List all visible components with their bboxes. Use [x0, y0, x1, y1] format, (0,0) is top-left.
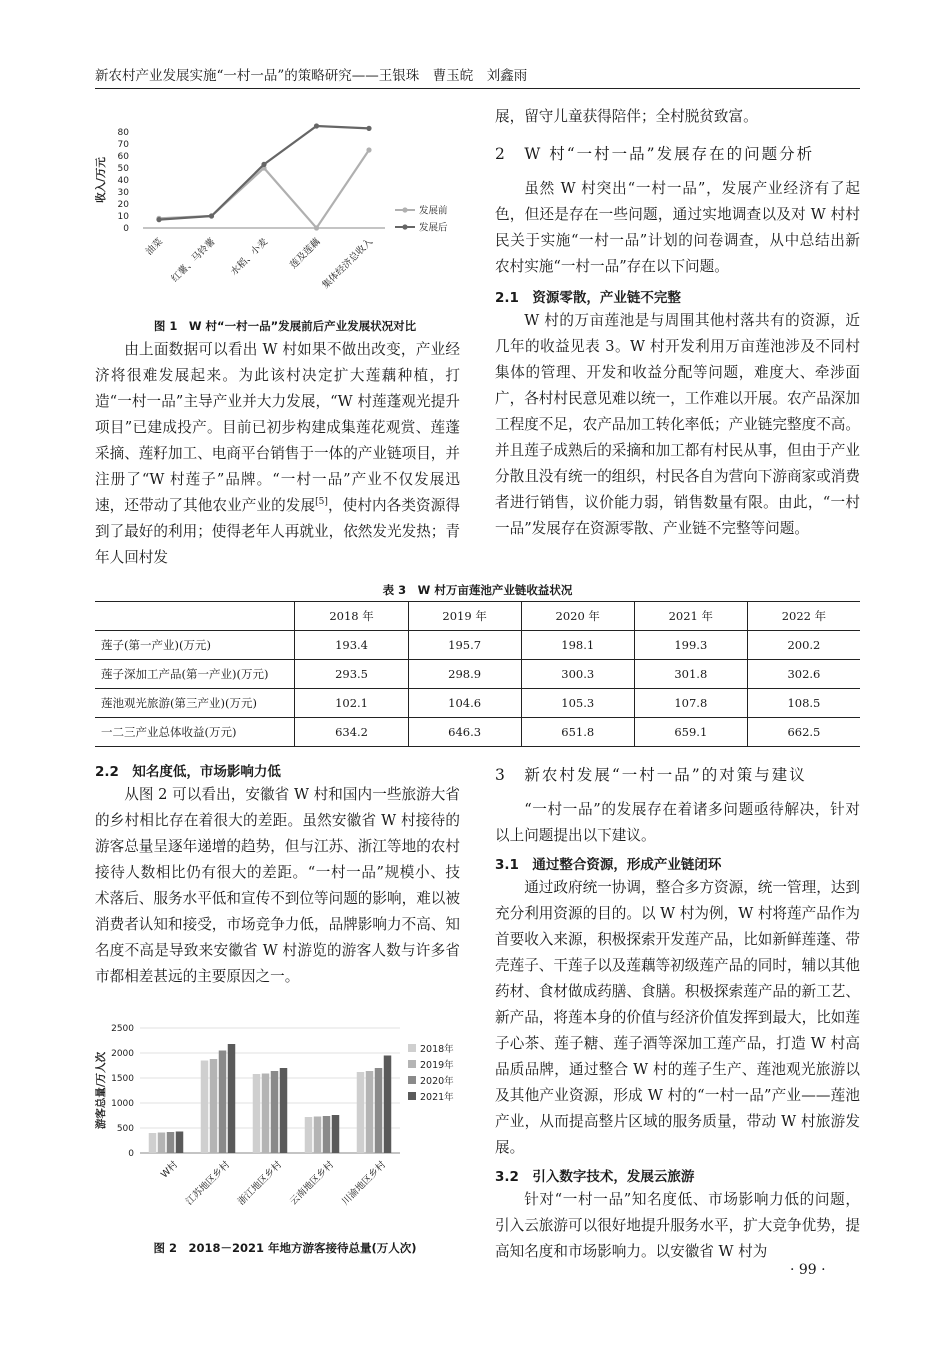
legend-marker	[402, 224, 407, 229]
y-tick-label: 80	[117, 128, 129, 138]
y-tick-label: 60	[117, 152, 129, 162]
y-tick-label: 1000	[111, 1099, 134, 1109]
bar	[323, 1116, 331, 1153]
series-1-point	[314, 225, 319, 230]
fig2-chart	[95, 1020, 475, 1230]
section-3-2-paragraph: 针对“一村一品”知名度低、市场影响力低的问题，引入云旅游可以很好地提升服务水平，扩大竞争优势，提高知名度和市场影响力。以安徽省 W 村为	[495, 1191, 860, 1260]
series-line-2	[159, 126, 369, 220]
table-cell: 108.5	[747, 689, 860, 718]
x-tick-label: 莲及莲藕	[287, 236, 323, 272]
bar	[280, 1068, 288, 1153]
table-cell: 200.2	[747, 631, 860, 660]
bar	[357, 1072, 365, 1153]
table-cell: 莲子(第一产业)(万元)	[95, 631, 295, 660]
section-3-paragraph: “一村一品”的发展存在着诸多问题亟待解决，针对以上问题提出以下建议。	[495, 801, 860, 844]
table-cell: 107.8	[634, 689, 747, 718]
bar	[375, 1068, 383, 1153]
table-cell: 301.8	[634, 660, 747, 689]
table-cell: 646.3	[408, 718, 521, 747]
legend-label: 2019年	[420, 1060, 454, 1071]
table-header-cell: 2022 年	[747, 602, 860, 631]
table-row	[95, 718, 860, 747]
table-cell: 104.6	[408, 689, 521, 718]
section-2-2-heading: 2.2 知名度低，市场影响力低	[95, 764, 281, 780]
legend-label: 发展后	[419, 222, 448, 234]
table-cell: 293.5	[295, 660, 408, 689]
series-2-point	[261, 162, 266, 167]
x-tick-label: 浙江地区乡村	[236, 1159, 285, 1208]
bar	[332, 1115, 340, 1153]
table-cell: 298.9	[408, 660, 521, 689]
section-3-heading: 3 新农村发展“一村一品”的对策与建议	[495, 766, 807, 784]
bar	[366, 1071, 374, 1153]
table-cell: 300.3	[521, 660, 634, 689]
table-row	[95, 631, 860, 660]
legend-label: 2020年	[420, 1076, 454, 1087]
section-3-1-heading: 3.1 通过整合资源，形成产业链闭环	[495, 857, 722, 873]
y-tick-label: 1500	[111, 1074, 134, 1084]
legend-swatch	[408, 1060, 416, 1068]
y-tick-label: 500	[116, 1124, 134, 1134]
page-number: · 99 ·	[790, 1262, 826, 1278]
figure-2	[95, 1020, 475, 1230]
table-cell: 105.3	[521, 689, 634, 718]
bar	[314, 1117, 322, 1154]
left-paragraph-1	[95, 337, 460, 571]
y-axis-label: 游客总量/万人次	[95, 1051, 107, 1130]
legend-swatch	[408, 1076, 416, 1084]
legend-swatch	[408, 1092, 416, 1100]
table-cell: 莲池观光旅游(第三产业)(万元)	[95, 689, 295, 718]
legend-label: 发展前	[419, 205, 448, 217]
figure-2-caption: 图 2 2018－2021 年地方游客接待总量(万人次)	[153, 1241, 417, 1255]
legend-label: 2018年	[420, 1044, 454, 1055]
table-3	[95, 601, 860, 747]
running-header: 新农村产业发展实施“一村一品”的策略研究——王银珠 曹玉皖 刘鑫雨	[95, 68, 528, 84]
left-column-bottom	[95, 760, 460, 990]
legend-label: 2021年	[420, 1092, 454, 1103]
series-1-point	[366, 147, 371, 152]
table-cell: 198.1	[521, 631, 634, 660]
x-tick-label: W村	[158, 1159, 181, 1181]
y-tick-label: 20	[117, 200, 129, 210]
bar	[219, 1051, 227, 1154]
y-tick-label: 40	[117, 176, 129, 186]
citation-ref: [5]	[315, 497, 328, 508]
table-cell: 195.7	[408, 631, 521, 660]
x-tick-label: 川渝地区乡村	[340, 1159, 389, 1208]
section-3-2-heading: 3.2 引入数字技术，发展云旅游	[495, 1169, 695, 1185]
table-header-cell: 2020 年	[521, 602, 634, 631]
y-tick-label: 2000	[111, 1049, 134, 1059]
x-tick-label: 云南地区乡村	[288, 1159, 337, 1208]
table-row	[95, 660, 860, 689]
bar	[253, 1074, 261, 1153]
paragraph-continuation: 展，留守儿童获得陪伴；全村脱贫致富。	[495, 108, 758, 125]
x-tick-label: 江苏地区乡村	[184, 1159, 233, 1208]
x-tick-label: 油菜	[143, 236, 166, 258]
table-cell: 662.5	[747, 718, 860, 747]
figure-1-caption: 图 1 W 村“一村一品”发展前后产业发展状况对比	[153, 319, 417, 333]
y-tick-label: 0	[123, 224, 129, 234]
bar	[167, 1132, 175, 1153]
table-row	[95, 689, 860, 718]
table-cell: 302.6	[747, 660, 860, 689]
table-cell: 一二三产业总体收益(万元)	[95, 718, 295, 747]
section-2-1-paragraph: W 村的万亩莲池是与周围其他村落共有的资源，近几年的收益见表 3。W 村开发利用万亩莲池涉及不同村集体的管理、开发和收益分配等问题，难度大、牵涉面广，各村村民意见难以统一，工作难以开展。农产品深加工程度不足，农产品加工转化率低；产业链完整度不高。并且莲子成熟后的采摘和加工都有村民从事，但由于产业分散且没有统一的组织，村民各自为营向下游商家或消费者进行销售，议价能力弱，销售数量有限。由此，“一村一品”发展存在资源零散、产业链不完整等问题。	[495, 312, 860, 537]
y-tick-label: 2500	[111, 1024, 134, 1034]
paragraph-text: 由上面数据可以看出 W 村如果不做出改变，产业经济将很难发展起来。为此该村决定扩大莲藕种植，打造“一村一品”主导产业并大力发展，“W 村莲蓬观光提升项目”已建成投产。目前已初步构建成集莲花观赏、莲蓬采摘、莲籽加工、电商平台销售于一体的产业链项目，并注册了“W 村莲子”品牌。“一村一品”产业不仅发展迅速，还带动了其他农业产业的发展	[95, 341, 460, 514]
table-cell: 634.2	[295, 718, 408, 747]
table-cell: 莲子深加工产品(第一产业)(万元)	[95, 660, 295, 689]
bar	[210, 1059, 218, 1153]
bar	[262, 1074, 270, 1154]
table-cell: 102.1	[295, 689, 408, 718]
paragraph	[95, 337, 460, 571]
series-2-point	[156, 217, 161, 222]
table-header-cell: 2021 年	[634, 602, 747, 631]
figure-1	[95, 110, 475, 310]
section-2-1-heading: 2.1 资源零散，产业链不完整	[495, 290, 681, 306]
section-2-paragraph: 虽然 W 村突出“一村一品”，发展产业经济有了起色，但还是存在一些问题，通过实地调查以及对 W 村村民关于实施“一村一品”计划的问卷调查，从中总结出新农村实施“一村一品”存在以下问题。	[495, 180, 860, 275]
bar	[201, 1061, 209, 1154]
bar	[271, 1071, 279, 1153]
table-header-row	[95, 602, 860, 631]
series-2-point	[209, 213, 214, 218]
series-line-1	[159, 150, 369, 228]
bar	[158, 1133, 166, 1154]
series-2-point	[314, 123, 319, 128]
fig1-chart	[95, 110, 475, 310]
bar	[176, 1132, 184, 1154]
bar	[228, 1044, 236, 1153]
table-cell: 659.1	[634, 718, 747, 747]
table-cell: 651.8	[521, 718, 634, 747]
y-axis-label: 收入/万元	[95, 157, 107, 203]
x-tick-label: 水稻、小麦	[228, 236, 271, 278]
bar	[384, 1056, 392, 1154]
legend-swatch	[408, 1044, 416, 1052]
table-cell: 193.4	[295, 631, 408, 660]
legend-marker	[402, 207, 407, 212]
y-tick-label: 10	[117, 212, 129, 222]
bar	[305, 1117, 313, 1153]
y-tick-label: 0	[128, 1149, 134, 1159]
y-tick-label: 30	[117, 188, 129, 198]
y-tick-label: 50	[117, 164, 129, 174]
table-header-cell	[95, 602, 295, 631]
section-3-1-paragraph: 通过政府统一协调，整合多方资源，统一管理，达到充分利用资源的目的。以 W 村为例，W 村将莲产品作为首要收入来源，积极探索开发莲产品，比如新鲜莲蓬、带壳莲子、干莲子以及莲藕等初级莲产品的同时，辅以其他药材、食材做成药膳、食膳。积极探索莲产品的新工艺、新产品，将莲本身的价值与经济价值发挥到最大，比如莲子心茶、莲子糖、莲子酒等深加工莲产品，打造 W 村高品质品牌，通过整合 W 村的莲子生产、莲池观光旅游以及其他产业资源，形成 W 村的“一村一品”产业——莲池产业，从而提高整片区域的服务质量，带动 W 村旅游发展。	[495, 879, 860, 1156]
right-column-bottom	[495, 763, 860, 1265]
right-column-top	[495, 104, 860, 542]
bar	[149, 1133, 157, 1153]
section-2-2-paragraph: 从图 2 可以看出，安徽省 W 村和国内一些旅游大省的乡村相比存在着很大的差距。虽然安徽省 W 村接待的游客总量呈逐年递增的趋势，但与江苏、浙江等地的农村接待人数相比仍有很大的差距。“一村一品”规模小、技术落后、服务水平低和宣传不到位等问题的影响，难以被消费者认知和接受，市场竞争力低，品牌影响力不高、知名度不高是导致来安徽省 W 村游览的游客人数与许多省市都相差甚远的主要原因之一。	[95, 786, 460, 985]
section-2-heading: 2 W 村“一村一品”发展存在的问题分析	[495, 145, 815, 163]
table-header-cell: 2019 年	[408, 602, 521, 631]
table-cell: 199.3	[634, 631, 747, 660]
header-rule	[95, 88, 860, 89]
x-tick-label: 集体经济总收入	[320, 236, 376, 292]
y-tick-label: 70	[117, 140, 129, 150]
x-tick-label: 红薯、马铃薯	[169, 236, 218, 285]
table-3-caption: 表 3 W 村万亩莲池产业链收益状况	[382, 583, 573, 597]
paragraph-text-cont: ，使村内各类资源得到了最好的利用；使得老年人再就业，依然发光发热；青年人回村发	[95, 497, 460, 566]
table-header-cell: 2018 年	[295, 602, 408, 631]
series-2-point	[366, 126, 371, 131]
